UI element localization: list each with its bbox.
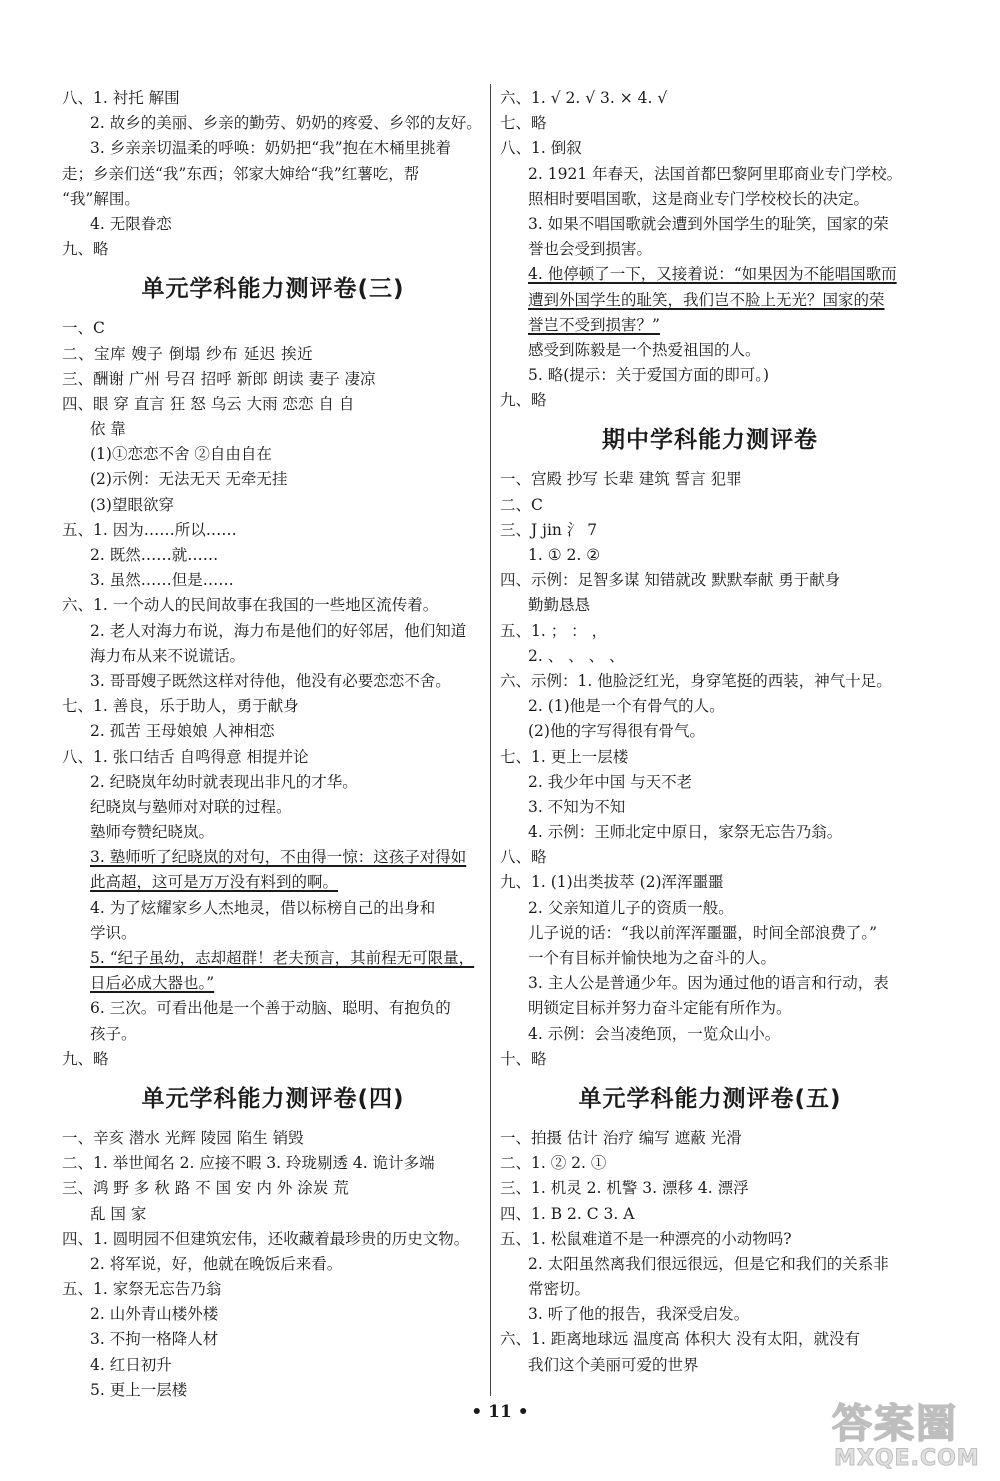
answer-line: 4. 无限眷恋 (90, 214, 172, 233)
answer-line: 遭到外国学生的耻笑，我们岂不脸上无光？国家的荣 (528, 290, 885, 309)
answer-line: 2. 老人对海力布说，海力布是他们的好邻居，他们知道 (90, 621, 467, 640)
answer-line: 依 靠 (90, 420, 126, 439)
answer-line: 4. 示例：王师北定中原日，家祭无忘告乃翁。 (528, 823, 843, 842)
answer-line: 八、略 (500, 848, 547, 867)
answer-line: 4. 红日初升 (90, 1355, 172, 1374)
section-heading: 期中学科能力测评卷 (602, 427, 818, 454)
answer-line: 誉也会受到损害。 (528, 240, 653, 259)
answer-line: 七、1. 更上一层楼 (500, 747, 629, 766)
answer-line: 3. 塾师听了纪晓岚的对句，不由得一惊：这孩子对得如 (90, 848, 467, 867)
answer-line: 四、示例：足智多谋 知错就改 默默奉献 勇于献身 (500, 571, 841, 590)
answer-line: 一、辛亥 潜水 光辉 陵园 陷生 销毁 (62, 1128, 304, 1147)
answer-line: 七、略 (500, 114, 547, 133)
answer-line: 3. 乡亲亲切温柔的呼唤：奶奶把“我”抱在木桶里挑着 (90, 139, 452, 158)
answer-line: 四、眼 穿 直言 狂 怒 乌云 大雨 恋恋 自 自 (62, 394, 355, 413)
answer-line: 3. 听了他的报告，我深受启发。 (528, 1305, 750, 1324)
answer-line: 八、1. 倒叙 (500, 139, 582, 158)
answer-line: 纪晓岚与塾师对对联的过程。 (90, 797, 292, 816)
answer-line: (2)他的字写得很有骨气。 (528, 722, 705, 741)
answer-line: 八、1. 衬托 解围 (62, 89, 180, 107)
answer-line: 塾师夸赞纪晓岚。 (90, 823, 215, 842)
answer-line: 五、1. 松鼠难道不是一种漂亮的小动物吗? (500, 1229, 792, 1248)
watermark-logo (826, 1392, 986, 1476)
answer-line: 我们这个美丽可爱的世界 (528, 1355, 699, 1374)
answer-line: 此高超，这可是万万没有料到的啊。 (90, 873, 339, 892)
answer-line: “我”解围。 (62, 189, 140, 208)
answer-line: 日后必成大器也。” (90, 974, 215, 993)
right-column (500, 86, 920, 1378)
answer-line: 2. 纪晓岚年幼时就表现出非凡的才华。 (90, 772, 358, 791)
answer-line: 2. 将军说，好，他就在晚饭后来看。 (90, 1254, 343, 1273)
answer-line: 三、鸿 野 多 秋 路 不 国 安 内 外 涂炭 荒 (62, 1179, 349, 1198)
answer-line: 4. 他停顿了一下，又接着说：“如果因为不能唱国歌而 (528, 265, 897, 284)
answer-line: 九、略 (62, 1049, 109, 1068)
answer-line: 七、1. 善良，乐于助人，勇于献身 (62, 697, 299, 716)
answer-line: 一个有目标并愉快地为之奋斗的人。 (528, 949, 777, 967)
answer-line: 二、1. 举世闻名 2. 应接不暇 3. 玲珑剔透 4. 诡计多端 (62, 1154, 435, 1173)
answer-line: 八、1. 张口结舌 自鸣得意 相提并论 (62, 747, 309, 766)
answer-line: 2. 山外青山楼外楼 (90, 1305, 219, 1324)
answer-line: 九、略 (500, 391, 547, 410)
section-heading: 单元学科能力测评卷(四) (141, 1085, 405, 1112)
answer-line: 六、示例：1. 他脸泛红光，身穿笔挺的西装，神气十足。 (500, 671, 892, 690)
answer-line: 感受到陈毅是一个热爱祖国的人。 (528, 340, 761, 359)
answer-line: 六、1. √ 2. √ 3. × 4. √ (500, 89, 668, 107)
answer-line: 明锁定目标并努力奋斗定能有所作为。 (528, 999, 792, 1018)
answer-line: 3. 哥哥嫂子既然这样对待他，他没有必要恋恋不舍。 (90, 671, 451, 690)
answer-line: (1)①恋恋不舍 ②自由自在 (90, 445, 272, 464)
answer-line: (2)示例：无法无天 无牵无挂 (90, 470, 288, 489)
left-column (62, 86, 484, 1403)
answer-line: 一、宫殿 抄写 长辈 建筑 誓言 犯罪 (500, 470, 742, 489)
section-heading: 单元学科能力测评卷(三) (141, 276, 405, 303)
answer-line: 学识。 (90, 923, 137, 942)
answer-line: 2. 、 、 、 、 (528, 646, 625, 665)
answer-line: 5. 略(提示：关于爱国方面的即可。) (528, 366, 770, 385)
answer-line: 一、拍摄 估计 治疗 编写 遮蔽 光滑 (500, 1128, 742, 1147)
answer-line: 4. 为了炫耀家乡人杰地灵，借以标榜自己的出身和 (90, 898, 436, 917)
answer-line: 三、酬谢 广州 号召 招呼 新郎 朗读 妻子 凄凉 (62, 369, 376, 388)
answer-line: 3. 虽然……但是…… (90, 571, 234, 590)
watermark-title: 答案圈 (832, 1401, 958, 1447)
answer-line: 照相时要唱国歌，这是商业专门学校校长的决定。 (528, 189, 870, 208)
answer-line: 五、1. ； ： ， (500, 621, 608, 640)
answer-line: 二、宝库 嫂子 倒塌 纱布 延迟 挨近 (62, 344, 314, 363)
answer-line: 3. 不知为不知 (528, 797, 626, 816)
answer-line: 一、C (62, 319, 105, 338)
answer-line: 乱 国 家 (90, 1204, 147, 1223)
answer-line: 常密切。 (528, 1280, 591, 1299)
answer-line: 二、C (500, 495, 543, 514)
answer-line: 誉岂不受到损害？” (528, 315, 660, 334)
answer-line: 勤勤恳恳 (528, 596, 591, 615)
answer-line: 2. 我少年中国 与天不老 (528, 772, 693, 791)
answer-line: 孩子。 (90, 1024, 137, 1043)
answer-line: 3. 主人公是普通少年。因为通过他的语言和行动，表 (528, 974, 889, 993)
answer-line: 六、1. 一个动人的民间故事在我国的一些地区流传着。 (62, 596, 439, 615)
answer-line: 2. 孤苦 王母娘娘 人神相恋 (90, 722, 275, 741)
answer-line: 九、略 (62, 240, 109, 259)
answer-line: 5. 更上一层楼 (90, 1380, 188, 1399)
answer-line: 6. 三次。可看出他是一个善于动脑、聪明、有抱负的 (90, 999, 451, 1018)
answer-line: 三、J jin 氵 7 (500, 520, 598, 539)
answer-line: 1. ① 2. ② (528, 546, 601, 564)
answer-line: 九、1. (1)出类拔萃 (2)浑浑噩噩 (500, 873, 724, 892)
page-number: • 11 • (471, 1402, 529, 1422)
answer-line: 海力布从来不说谎话。 (90, 646, 246, 665)
answer-line: 十、略 (500, 1049, 547, 1068)
answer-line: 二、1. ② 2. ① (500, 1154, 607, 1173)
answer-line: 3. 如果不唱国歌就会遭到外国学生的耻笑，国家的荣 (528, 214, 889, 233)
section-heading: 单元学科能力测评卷(五) (578, 1085, 842, 1112)
watermark-url: MXQE.COM (834, 1446, 980, 1471)
answer-line: 三、1. 机灵 2. 机警 3. 漂移 4. 漂浮 (500, 1179, 749, 1198)
answer-line: 四、1. 圆明园不但建筑宏伟，还收藏着最珍贵的历史文物。 (62, 1229, 470, 1248)
answer-line: 3. 不拘一格降人材 (90, 1330, 219, 1349)
answer-line: 5. “纪子虽幼，志却超群！老夫预言，其前程无可限量， (90, 949, 475, 967)
answer-line: 2. 故乡的美丽、乡亲的勤劳、奶奶的疼爱、乡邻的友好。 (90, 114, 482, 133)
answer-line: 走；乡亲们送“我”东西；邻家大婶给“我”红薯吃，帮 (62, 164, 420, 183)
answer-line: 六、1. 距离地球远 温度高 体积大 没有太阳，就没有 (500, 1330, 860, 1349)
answer-line: 儿子说的话：“我以前浑浑噩噩，时间全部浪费了。” (528, 923, 878, 942)
answer-line: 2. 父亲知道儿子的资质一般。 (528, 898, 734, 917)
answer-line: 2. 1921 年春天，法国首都巴黎阿里耶商业专门学校。 (528, 164, 903, 183)
answer-line: (3)望眼欲穿 (90, 495, 174, 514)
answer-line: 五、1. 家祭无忘告乃翁 (62, 1280, 222, 1299)
answer-line: 2. 既然……就…… (90, 546, 219, 564)
answer-line: 4. 示例：会当凌绝顶，一览众山小。 (528, 1024, 781, 1043)
column-divider (490, 84, 491, 1396)
answer-line: 2. 太阳虽然离我们很远很远，但是它和我们的关系非 (528, 1254, 889, 1273)
answer-line: 2. (1)他是一个有骨气的人。 (528, 697, 725, 716)
answer-line: 五、1. 因为……所以…… (62, 520, 237, 539)
answer-line: 四、1. B 2. C 3. A (500, 1204, 635, 1223)
